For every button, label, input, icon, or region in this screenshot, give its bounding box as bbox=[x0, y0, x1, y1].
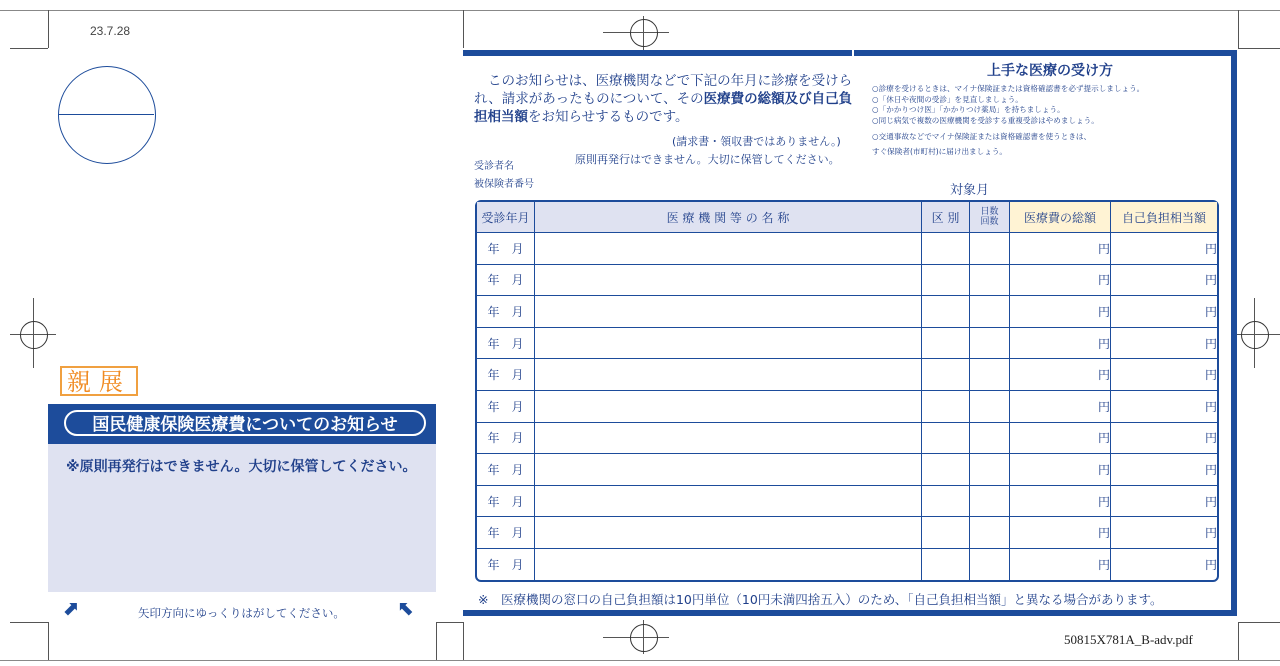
form-frame-bottom bbox=[463, 610, 1237, 616]
arrow-right-icon: ⬉ bbox=[398, 596, 415, 620]
crop-mark bbox=[48, 10, 49, 48]
row-month: 年 月 bbox=[477, 517, 535, 549]
crop-mark bbox=[1238, 10, 1239, 48]
row-self-pay: 円 bbox=[1111, 296, 1217, 328]
tips-box bbox=[872, 60, 1228, 157]
table-row bbox=[477, 359, 1217, 391]
form-frame-top bbox=[463, 50, 1237, 56]
top-rule bbox=[0, 10, 1280, 11]
row-self-pay: 円 bbox=[1111, 359, 1217, 391]
row-category bbox=[922, 549, 970, 580]
row-total: 円 bbox=[1010, 454, 1111, 486]
row-total: 円 bbox=[1010, 486, 1111, 518]
crop-mark bbox=[1238, 48, 1280, 49]
target-month-label: 対象月 bbox=[950, 183, 990, 198]
row-month: 年 月 bbox=[477, 233, 535, 265]
row-self-pay: 円 bbox=[1111, 391, 1217, 423]
crop-mark bbox=[463, 10, 464, 48]
row-category bbox=[922, 359, 970, 391]
row-category bbox=[922, 296, 970, 328]
insured-number-label: 被保険者番号 bbox=[474, 179, 534, 190]
header-month: 受診年月 bbox=[477, 202, 535, 233]
no-reissue-note: 原則再発行はできません。大切に保管してください。 bbox=[575, 153, 840, 166]
row-month: 年 月 bbox=[477, 296, 535, 328]
panel-title: 国民健康保険医療費についてのお知らせ bbox=[64, 410, 426, 436]
not-invoice-note: (請求書・領収書ではありません。) bbox=[672, 135, 841, 148]
tip-item: ○診療を受けるときは、マイナ保険証または資格確認書を必ず提示しましょう。 bbox=[872, 84, 1145, 93]
header-days bbox=[970, 202, 1010, 233]
header-institution: 医 療 機 関 等 の 名 称 bbox=[535, 202, 922, 233]
table-row bbox=[477, 549, 1217, 580]
row-self-pay: 円 bbox=[1111, 265, 1217, 297]
row-category bbox=[922, 265, 970, 297]
row-self-pay: 円 bbox=[1111, 423, 1217, 455]
row-days bbox=[970, 359, 1010, 391]
row-total: 円 bbox=[1010, 265, 1111, 297]
crop-mark bbox=[463, 622, 464, 660]
row-self-pay: 円 bbox=[1111, 517, 1217, 549]
table-row bbox=[477, 296, 1217, 328]
row-category bbox=[922, 486, 970, 518]
row-institution bbox=[535, 359, 922, 391]
registration-circle-icon bbox=[20, 321, 48, 349]
confidential-label: 親展 bbox=[60, 366, 138, 396]
date-stamp: 23.7.28 bbox=[90, 24, 131, 38]
row-total: 円 bbox=[1010, 296, 1111, 328]
intro-part2: をお知らせするものです。 bbox=[528, 109, 689, 125]
row-category bbox=[922, 328, 970, 360]
row-total: 円 bbox=[1010, 549, 1111, 580]
row-total: 円 bbox=[1010, 328, 1111, 360]
bottom-rule bbox=[0, 660, 1280, 661]
file-name: 50815X781A_B-adv.pdf bbox=[1064, 632, 1193, 647]
row-month: 年 月 bbox=[477, 391, 535, 423]
table-row bbox=[477, 454, 1217, 486]
intro-part1: このお知らせは、医療機関などで下記の年月に診療を受けられ、請求があったものについて、その bbox=[474, 73, 853, 107]
crop-mark bbox=[1238, 622, 1280, 623]
crop-mark bbox=[1238, 622, 1239, 660]
table-row bbox=[477, 233, 1217, 265]
row-institution bbox=[535, 265, 922, 297]
table-row bbox=[477, 391, 1217, 423]
crop-mark bbox=[436, 622, 437, 660]
patient-name-label: 受診者名 bbox=[474, 161, 514, 172]
row-month: 年 月 bbox=[477, 265, 535, 297]
row-month: 年 月 bbox=[477, 454, 535, 486]
row-month: 年 月 bbox=[477, 549, 535, 580]
row-institution bbox=[535, 391, 922, 423]
row-category bbox=[922, 423, 970, 455]
tip-accident-line2: すぐ保険者(市町村)に届け出ましょう。 bbox=[872, 146, 1008, 156]
table-row bbox=[477, 328, 1217, 360]
row-total: 円 bbox=[1010, 359, 1111, 391]
row-institution bbox=[535, 517, 922, 549]
row-self-pay: 円 bbox=[1204, 557, 1217, 572]
row-institution bbox=[535, 454, 922, 486]
row-institution bbox=[535, 296, 922, 328]
row-days bbox=[970, 486, 1010, 518]
panel-header bbox=[48, 404, 436, 444]
panel-note: ※原則再発行はできません。大切に保管してください。 bbox=[66, 459, 417, 475]
row-month: 年 月 bbox=[477, 486, 535, 518]
header-days-bottom: 回数 bbox=[980, 217, 999, 227]
row-self-pay: 円 bbox=[1111, 454, 1217, 486]
row-days bbox=[970, 391, 1010, 423]
row-days bbox=[970, 549, 1010, 580]
arrow-left-icon: ⬈ bbox=[62, 596, 79, 620]
header-self-pay: 自己負担相当額 bbox=[1111, 202, 1217, 233]
row-self-pay: 円 bbox=[1111, 233, 1217, 265]
frame-divider bbox=[852, 50, 854, 58]
row-category bbox=[922, 517, 970, 549]
row-institution bbox=[535, 486, 922, 518]
row-self-pay: 円 bbox=[1111, 486, 1217, 518]
row-total: 円 bbox=[1010, 391, 1111, 423]
registration-circle-icon bbox=[630, 624, 658, 652]
row-institution bbox=[535, 423, 922, 455]
header-total: 医療費の総額 bbox=[1010, 202, 1111, 233]
seal-circle-icon bbox=[58, 66, 156, 164]
row-total: 円 bbox=[1010, 517, 1111, 549]
medical-expense-table bbox=[475, 200, 1219, 582]
tip-accident-line1: ○交通事故などでマイナ保険証または資格確認書を使うときは、 bbox=[872, 132, 1092, 141]
footnote: ※ 医療機関の窓口の自己負担額は10円単位（10円未満四捨五入）のため、「自己負担相当額」と異なる場合があります。 bbox=[478, 592, 1163, 607]
row-month: 年 月 bbox=[477, 359, 535, 391]
table-row bbox=[477, 265, 1217, 297]
row-institution bbox=[535, 549, 922, 580]
table-row bbox=[477, 517, 1217, 549]
row-category bbox=[922, 454, 970, 486]
envelope-panel bbox=[48, 404, 436, 592]
row-category bbox=[922, 391, 970, 423]
peel-instruction: 矢印方向にゆっくりはがしてください。 bbox=[138, 606, 345, 620]
row-self-pay: 円 bbox=[1111, 328, 1217, 360]
row-total: 円 bbox=[1010, 233, 1111, 265]
row-institution bbox=[535, 328, 922, 360]
header-days-top: 日数 bbox=[980, 207, 999, 217]
row-days bbox=[970, 423, 1010, 455]
row-days bbox=[970, 517, 1010, 549]
row-days bbox=[970, 296, 1010, 328]
crop-mark bbox=[436, 622, 463, 623]
crop-mark bbox=[10, 48, 48, 49]
tip-item: ○「休日や夜間の受診」を見直しましょう。 bbox=[872, 94, 1023, 104]
row-days bbox=[970, 454, 1010, 486]
row-category bbox=[922, 233, 970, 265]
intro-bold: 医療費の総額及び自己負担相当額 bbox=[474, 91, 853, 125]
tip-item: ○同じ病気で複数の医療機関を受診する重複受診はやめましょう。 bbox=[872, 115, 1099, 125]
row-month: 年 月 bbox=[477, 328, 535, 360]
crop-mark bbox=[48, 622, 49, 660]
row-month: 年 月 bbox=[477, 423, 535, 455]
header-category: 区 別 bbox=[922, 202, 970, 233]
row-days bbox=[970, 328, 1010, 360]
tips-title: 上手な医療の受け方 bbox=[987, 63, 1113, 79]
tip-item: ○「かかりつけ医」「かかりつけ薬局」を持ちましょう。 bbox=[872, 105, 1065, 114]
table-header-row bbox=[477, 202, 1217, 233]
row-total: 円 bbox=[1010, 423, 1111, 455]
form-frame-right bbox=[1231, 50, 1237, 616]
intro-text bbox=[474, 72, 854, 126]
table-row bbox=[477, 486, 1217, 518]
crop-mark bbox=[10, 622, 48, 623]
table-row bbox=[477, 423, 1217, 455]
registration-circle-icon bbox=[1241, 321, 1269, 349]
row-days bbox=[970, 265, 1010, 297]
registration-circle-icon bbox=[630, 19, 658, 47]
row-institution bbox=[535, 233, 922, 265]
row-days bbox=[970, 233, 1010, 265]
